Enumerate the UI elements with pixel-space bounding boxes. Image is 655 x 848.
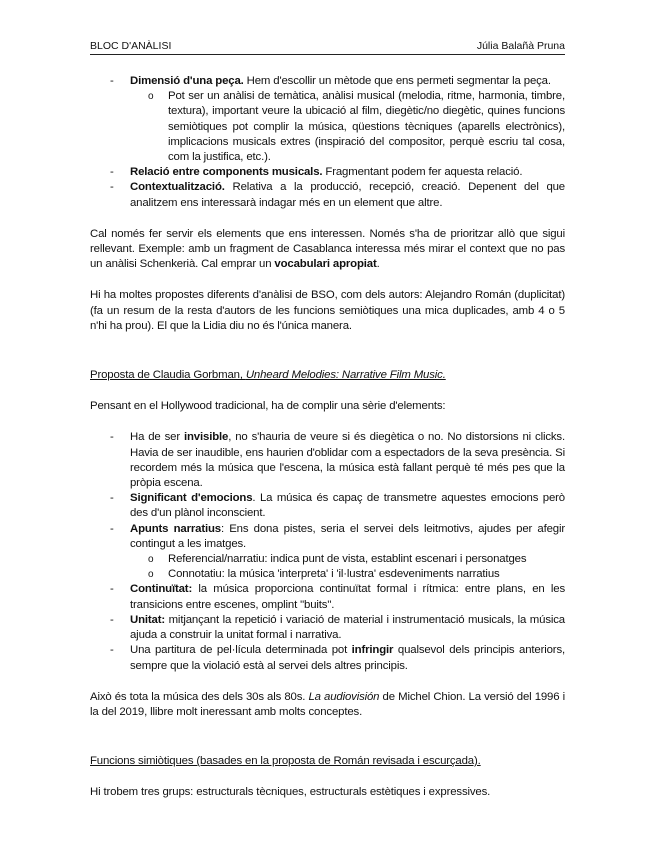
header-left: BLOC D'ANÀLISI xyxy=(90,40,172,52)
paragraph: Hi ha moltes propostes diferents d'anàlisi de BSO, com dels autors: Alejandro Román (duplicitat) (fa un resum de la resta d'autors de les funcions semiòtiques una mica duplicades, amb 4 o 5 n'hi ha prou). El que la Lidia diu no és l'única manera. xyxy=(90,289,565,332)
sub-list-item: o Pot ser un anàlisi de temàtica, anàlisi musical (melodia, ritme, harmonia, timbre, textura), important veure la ubicació al film, diegètic/no diegètic, quines funcions semiòtiques pot complir la música, qüestions tècniques (aparells electrònics), implicacions musicals extres (inspiració del compositor, perquè escriu tal cosa, com la justifica, etc.). xyxy=(130,89,565,165)
list-item xyxy=(90,74,565,165)
section-title-gorbman xyxy=(90,368,565,383)
item-bold: Dimensió d'una peça. xyxy=(130,75,244,87)
item-text: Una partitura de pel·lícula determinada pot xyxy=(130,644,352,657)
paragraph-end: . xyxy=(376,258,380,271)
list-item xyxy=(90,613,565,643)
header-right: Júlia Balañà Pruna xyxy=(476,40,565,52)
document-body xyxy=(90,74,565,801)
item-text: la música proporciona continuïtat formal i rítmica: entre plans, en les transicions entre escenes, omplint "buits". xyxy=(130,583,565,611)
page-header xyxy=(90,38,565,55)
list-item xyxy=(90,582,565,612)
paragraph: Pensant en el Hollywood tradicional, ha de complir una sèrie d'elements: xyxy=(90,400,446,413)
item-bold: Unitat: xyxy=(130,613,166,626)
paragraph-italic: La audiovisión xyxy=(308,690,380,703)
item-text: , no s'hauria de veure si és diegètica o no. No distorsions ni clicks. Havia de ser inaudible, ens haurien d'oblidar com a espectadors de la seva presència. Si recordem més la música que l'escena, la música està fallant perquè té més pes que la pròpia escena. xyxy=(130,431,565,490)
list-item xyxy=(90,180,565,210)
paragraph-text: Cal només fer servir els elements que ens interessen. Només s'ha de prioritzar allò que sigui rellevant. Exemple: amb un fragment de Casablanca interessa més mirar el context que no pas un anàlisi Schenkerià. Cal emprar un xyxy=(90,227,565,271)
sub-list-item: o Referencial/narratiu: indica punt de vista, establint escenari i personatges xyxy=(130,552,565,567)
section-title-text: Proposta de Claudia Gorbman, xyxy=(90,369,246,382)
paragraph: Hi trobem tres grups: estructurals tècniques, estructurals estètiques i expressives. xyxy=(90,786,491,799)
item-bold: Continuïtat: xyxy=(130,583,193,596)
list-item xyxy=(90,643,565,673)
sub-list xyxy=(130,552,565,582)
sub-list-item: o Connotatiu: la música 'interpreta' i 'il·lustra' esdeveniments narratius xyxy=(130,567,565,582)
gorbman-list xyxy=(90,430,565,673)
item-bold: invisible xyxy=(183,431,229,444)
item-text: Relativa a la producció, recepció, creació. Depenent del que analitzem ens interessarà indagar més en un element que altre. xyxy=(130,181,565,209)
analysis-list xyxy=(90,74,565,211)
paragraph xyxy=(90,227,565,273)
item-text: Ha de ser xyxy=(130,431,184,444)
paragraph-bold: vocabulari apropiat xyxy=(274,258,377,271)
item-bold: Relació entre components musicals. xyxy=(130,166,323,179)
sub-list xyxy=(130,89,565,165)
paragraph-text: Això és tota la música des dels 30s als 80s. xyxy=(90,690,309,703)
item-bold: Contextualització. xyxy=(130,181,225,194)
list-item xyxy=(90,522,565,583)
item-text: Fragmentant podem fer aquesta relació. xyxy=(322,166,523,179)
section-title-italic: Unheard Melodies: Narrative Film Music. xyxy=(245,369,446,382)
item-bold: infringir xyxy=(351,644,394,657)
section-title-funcions: Funcions simiòtiques (basades en la proposta de Román revisada i escurçada). xyxy=(90,755,481,768)
list-item xyxy=(90,491,565,521)
item-text: : Ens dona pistes, seria el servei dels leitmotivs, ajudes per afegir contingut a les imatges. xyxy=(130,522,565,550)
item-text: Hem d'escollir un mètode que ens permeti segmentar la peça. xyxy=(243,75,551,87)
paragraph-text: de Michel Chion. La versió del 1996 i la del 2019, llibre molt ineressant amb molts conceptes. xyxy=(90,690,565,718)
item-text: . La música és capaç de transmetre aquestes emocions però des d'un plànol inconscient. xyxy=(130,492,565,520)
item-text: mitjançant la repetició i variació de material i instrumentació musicals, la música ajuda a construir la unitat formal i narrativa. xyxy=(130,613,565,642)
item-bold: Apunts narratius xyxy=(130,522,221,535)
item-bold: Significant d'emocions xyxy=(130,492,253,505)
paragraph xyxy=(90,690,565,720)
list-item xyxy=(90,165,565,180)
list-item xyxy=(90,430,565,491)
item-text: qualsevol dels principis anteriors, sempre que la violació està al servei dels altres principis. xyxy=(130,644,565,672)
